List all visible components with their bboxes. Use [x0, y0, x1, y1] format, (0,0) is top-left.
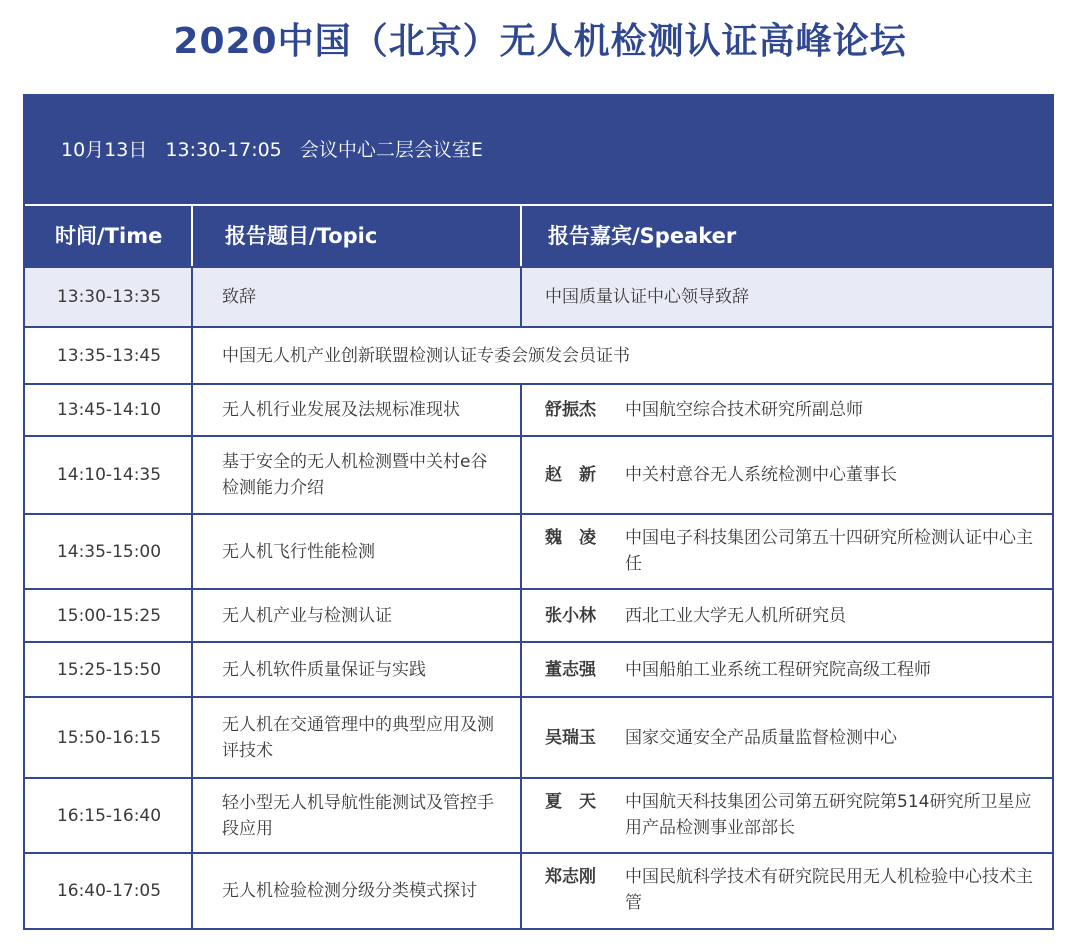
row-topic: 无人机软件质量保证与实践 [222, 659, 426, 680]
row-topic: 无人机飞行性能检测 [222, 541, 375, 562]
speaker-role: 中国电子科技集团公司第五十四研究所检测认证中心主任 [625, 528, 1033, 574]
table-row [25, 641, 1052, 696]
row-time: 13:35-13:45 [56, 345, 162, 366]
row-topic: 基于安全的无人机检测暨中关村e谷检测能力介绍 [222, 452, 488, 498]
row-time: 15:50-16:15 [56, 727, 162, 748]
speaker-role: 中国民航科学技术有研究院民用无人机检验中心技术主管 [625, 867, 1033, 913]
table-header-row [25, 206, 1052, 266]
row-topic: 轻小型无人机导航性能测试及管控手段应用 [222, 792, 494, 839]
table-row [25, 696, 1052, 777]
row-speaker [545, 643, 1045, 696]
session-time: 13:30-17:05 [165, 139, 282, 161]
page-title: 2020中国（北京）无人机检测认证高峰论坛 [173, 21, 907, 62]
row-time: 14:35-15:00 [56, 541, 162, 562]
row-time: 16:15-16:40 [56, 805, 162, 826]
row-time: 14:10-14:35 [56, 465, 162, 485]
speaker-role: 中国船舶工业系统工程研究院高级工程师 [625, 659, 931, 680]
speaker-role: 西北工业大学无人机所研究员 [625, 605, 846, 626]
row-topic: 无人机产业与检测认证 [222, 605, 392, 626]
header-divider [520, 206, 522, 266]
row-topic: 致辞 [222, 287, 256, 307]
row-speaker [545, 590, 1045, 641]
row-time: 15:25-15:50 [56, 659, 162, 680]
row-topic: 中国无人机产业创新联盟检测认证专委会颁发会员证书 [222, 345, 630, 366]
row-time: 13:30-13:35 [56, 287, 162, 307]
speaker-name: 夏 天 [545, 792, 596, 812]
row-time: 15:00-15:25 [56, 605, 162, 626]
row-speaker [545, 515, 1045, 588]
table-row [25, 435, 1052, 513]
speaker-role: 中关村意谷无人系统检测中心董事长 [625, 465, 897, 485]
speaker-name: 舒振杰 [545, 400, 596, 420]
row-time: 16:40-17:05 [56, 881, 162, 901]
table-row [25, 588, 1052, 641]
speaker-role: 中国质量认证中心领导致辞 [545, 287, 749, 307]
table-row [25, 266, 1052, 326]
row-speaker [545, 854, 1045, 928]
speaker-role: 中国航空综合技术研究所副总师 [625, 400, 863, 420]
session-venue: 会议中心二层会议室E [299, 139, 483, 161]
row-topic: 无人机在交通管理中的典型应用及测评技术 [222, 714, 494, 761]
speaker-role: 中国航天科技集团公司第五研究院第514研究所卫星应用产品检测事业部部长 [625, 792, 1032, 838]
row-speaker [545, 698, 1045, 777]
speaker-name: 魏 凌 [545, 528, 596, 548]
row-speaker [545, 268, 1045, 326]
table-row [25, 326, 1052, 383]
table-row [25, 777, 1052, 852]
row-topic: 无人机行业发展及法规标准现状 [222, 400, 460, 420]
header-time: 时间/Time [55, 224, 163, 248]
row-speaker [545, 437, 1045, 513]
row-speaker [545, 779, 1045, 852]
header-divider [191, 206, 193, 266]
session-info-bar [25, 96, 1052, 204]
agenda-table [23, 94, 1054, 930]
table-row [25, 513, 1052, 588]
speaker-name: 张小林 [545, 605, 596, 626]
speaker-name: 郑志刚 [545, 867, 596, 887]
speaker-name: 董志强 [545, 659, 596, 680]
table-row [25, 383, 1052, 435]
header-topic: 报告题目/Topic [225, 224, 378, 248]
speaker-name: 赵 新 [545, 465, 596, 485]
row-time: 13:45-14:10 [56, 400, 162, 420]
row-topic: 无人机检验检测分级分类模式探讨 [222, 881, 477, 901]
speaker-role: 国家交通安全产品质量监督检测中心 [625, 727, 897, 748]
row-speaker [545, 385, 1045, 435]
header-speaker: 报告嘉宾/Speaker [548, 224, 737, 248]
speaker-name: 吴瑞玉 [545, 727, 596, 748]
table-row [25, 852, 1052, 928]
session-date: 10月13日 [61, 139, 148, 161]
